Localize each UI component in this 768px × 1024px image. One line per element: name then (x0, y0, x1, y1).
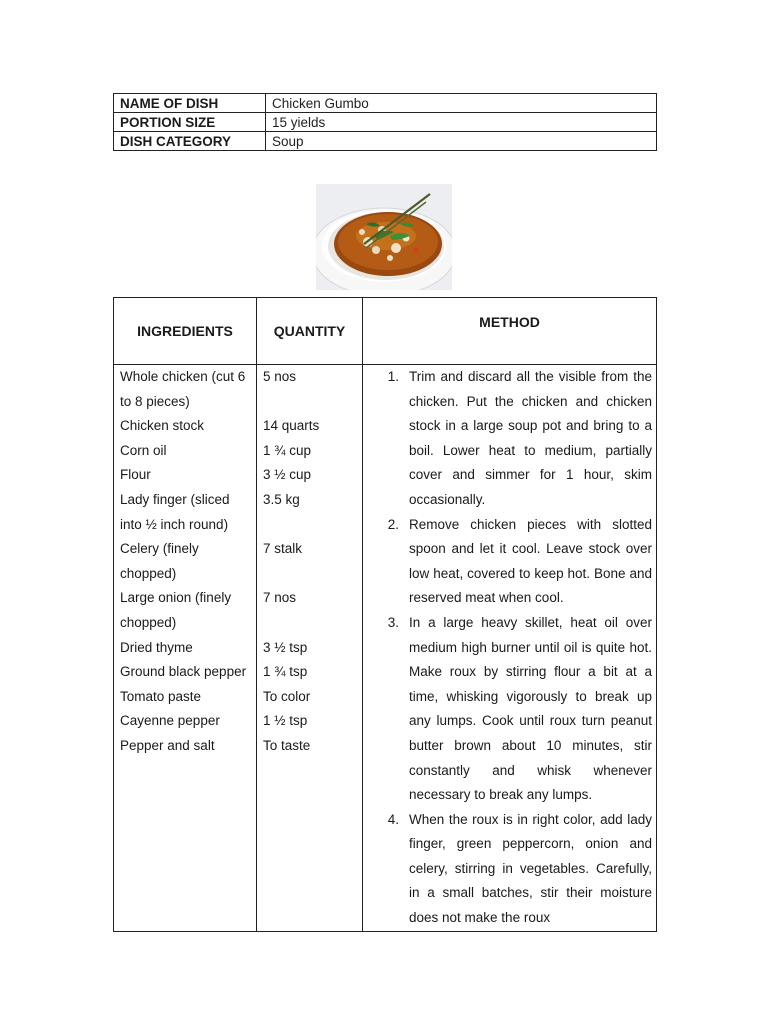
quantity-line: 1 ¾ tsp (263, 664, 308, 680)
ingredients-header: INGREDIENTS (114, 298, 257, 365)
step-text: Remove chicken pieces with slotted spoon and let it cool. Leave stock over low heat, covered to keep hot. Bone and reserved meat when cool. (409, 516, 652, 606)
soup-bowl-photo (316, 184, 452, 290)
ingredient-line: to 8 pieces) (120, 393, 190, 409)
step-number: 4. (387, 811, 399, 827)
quantity-line: 1 ½ tsp (263, 713, 308, 729)
ingredient-line: Celery (finely (120, 541, 199, 557)
recipe-body-row (114, 365, 657, 932)
quantity-line: 5 nos (263, 369, 297, 384)
quantity-cell (257, 365, 363, 932)
method-step (363, 513, 652, 611)
method-steps (363, 365, 652, 931)
quantity-list (263, 365, 356, 759)
step-number: 3. (387, 614, 399, 630)
quantity-header: QUANTITY (257, 298, 363, 365)
ingredient-line: Tomato paste (120, 688, 202, 704)
step-number: 2. (387, 516, 399, 532)
quantity-line: 3 ½ tsp (263, 639, 308, 655)
ingredient-line: Flour (120, 467, 151, 483)
ingredients-cell (114, 365, 257, 932)
ingredient-line: Chicken stock (120, 418, 205, 434)
quantity-line: 14 quarts (263, 418, 320, 434)
method-header: METHOD (363, 298, 657, 365)
info-value: 15 yields (266, 113, 657, 132)
info-row-name (114, 94, 657, 113)
recipe-table (113, 297, 657, 932)
ingredient-line: Corn oil (120, 442, 167, 458)
soup-bowl-illustration (316, 184, 452, 290)
quantity-line (263, 513, 356, 538)
ingredient-line: Dried thyme (120, 639, 193, 655)
step-text: When the roux is in right color, add lady finger, green peppercorn, onion and celery, stirring in vegetables. Carefully, in a small batches, stir their moisture does not make the roux (409, 811, 652, 926)
info-row-portion (114, 113, 657, 132)
ingredient-line: Pepper and salt (120, 737, 215, 753)
ingredient-line: Lady finger (sliced (120, 491, 230, 507)
step-text: Trim and discard all the visible from the chicken. Put the chicken and chicken stock in a large soup pot and bring to a boil. Lower heat to medium, partially cover and simmer for 1 hour, skim occasionally. (409, 369, 652, 507)
method-step (363, 611, 652, 808)
method-step (363, 808, 652, 931)
info-value: Chicken Gumbo (266, 94, 657, 113)
info-label: PORTION SIZE (114, 113, 266, 132)
ingredients-list (120, 365, 250, 759)
quantity-line: 3.5 kg (263, 491, 300, 507)
info-value: Soup (266, 132, 657, 151)
method-step (363, 365, 652, 513)
recipe-header-row (114, 298, 657, 365)
quantity-line (263, 390, 356, 415)
step-number: 1. (387, 369, 399, 384)
info-label: DISH CATEGORY (114, 132, 266, 151)
ingredient-line: into ½ inch round) (120, 516, 229, 532)
quantity-line: 1 ¾ cup (263, 442, 312, 458)
ingredient-line: Cayenne pepper (120, 713, 220, 729)
step-text: In a large heavy skillet, heat oil over medium high burner until oil is quite hot. Make roux by stirring flour a bit at a time, whisking vigorously to break up any lumps. Cook until roux turn peanut butter brown about 10 minutes, stir constantly and whisk whenever necessary to break any lumps. (409, 614, 652, 803)
quantity-line (263, 562, 356, 587)
method-cell (363, 365, 657, 932)
ingredient-line: Whole chicken (cut 6 (120, 369, 246, 384)
info-row-category (114, 132, 657, 151)
ingredient-line: Ground black pepper (120, 664, 247, 680)
ingredient-line: Large onion (finely (120, 590, 232, 606)
dish-info-table (113, 93, 657, 151)
quantity-line: 7 stalk (263, 541, 303, 557)
quantity-line: 3 ½ cup (263, 467, 312, 483)
ingredient-line: chopped) (120, 565, 177, 581)
quantity-line: To taste (263, 737, 311, 753)
ingredient-line: chopped) (120, 614, 177, 630)
info-label: NAME OF DISH (114, 94, 266, 113)
quantity-line: To color (263, 688, 311, 704)
quantity-line (263, 611, 356, 636)
quantity-line: 7 nos (263, 590, 297, 606)
